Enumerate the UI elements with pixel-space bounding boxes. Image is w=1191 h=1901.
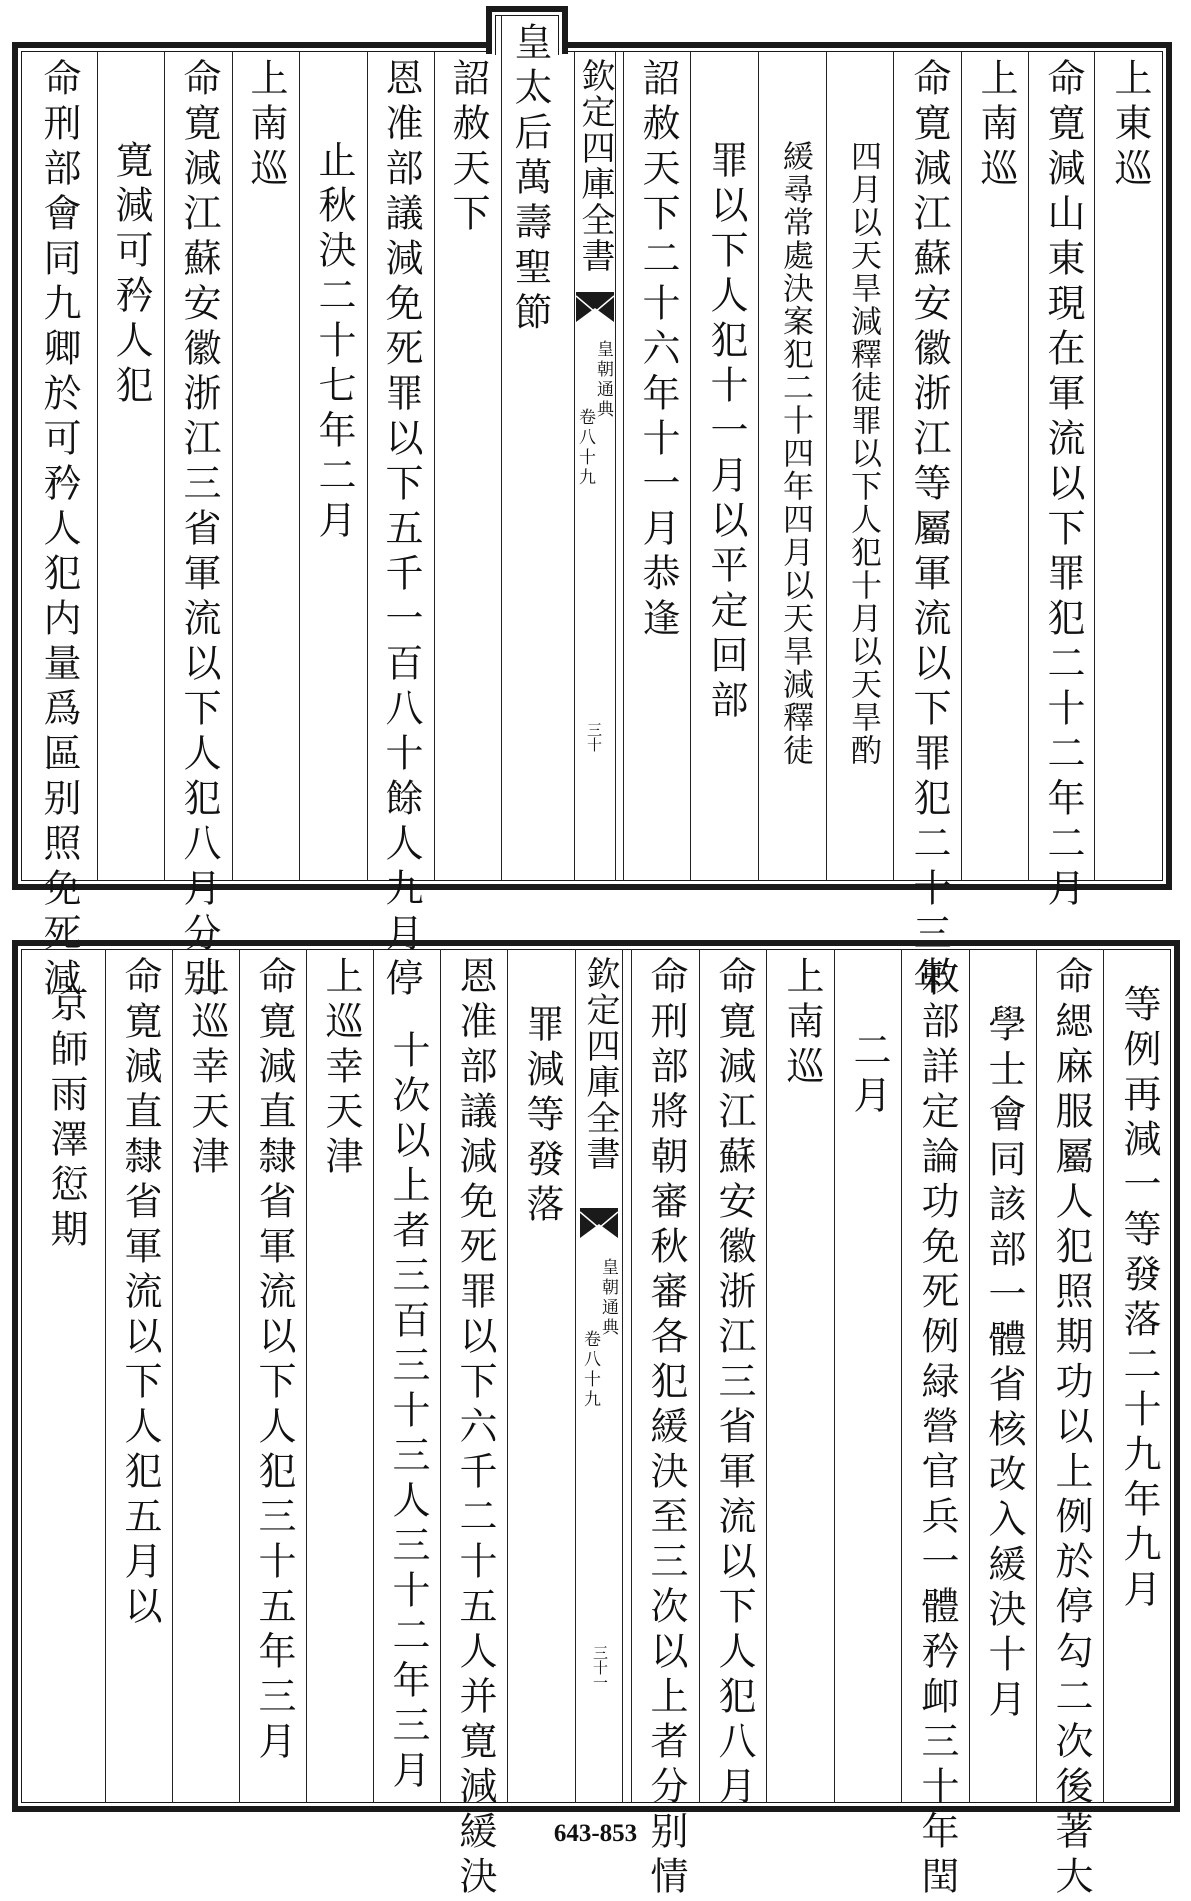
column-rule xyxy=(172,949,173,1803)
text-column: 詔赦天下 xyxy=(446,58,490,238)
text-column: 命寛減直隸省軍流以下人犯三十五年三月 xyxy=(252,956,296,1766)
column-rule xyxy=(623,51,624,881)
fishtail-ornament xyxy=(580,1208,618,1238)
column-rule xyxy=(758,51,759,881)
center-column-rule xyxy=(622,949,623,1803)
folio-number: 三十一 xyxy=(591,1645,609,1690)
text-column: 二月 xyxy=(847,1030,891,1120)
column-rule xyxy=(367,51,368,881)
volume-number: 卷八十九 xyxy=(575,408,595,488)
column-rule xyxy=(299,51,300,881)
text-column: 寛減可矜人犯 xyxy=(109,140,153,410)
raised-heading: 皇太后萬壽聖節 xyxy=(508,22,552,337)
text-column: 命刑部將朝審秋審各犯緩決至三次以上者分别情 xyxy=(644,956,688,1901)
text-column: 學士會同該部一體省核改入緩決十月 xyxy=(982,1004,1026,1724)
text-column: 上巡幸天津 xyxy=(185,956,229,1181)
column-rule xyxy=(969,949,970,1803)
fishtail-ornament xyxy=(576,292,614,322)
column-rule xyxy=(105,949,106,1803)
text-column: 恩准部議減免死罪以下六千二十五人并寛減緩決 xyxy=(453,956,497,1901)
text-column: 命寛減江蘇安徽浙江等屬軍流以下罪犯二十三年 xyxy=(907,58,951,1003)
column-rule xyxy=(1028,51,1029,881)
text-column: 命寛減直隸省軍流以下人犯五月以 xyxy=(118,956,162,1631)
page-reference-number: 643-853 xyxy=(553,1820,638,1847)
folio-number: 三十 xyxy=(585,722,603,752)
text-column: 上南巡 xyxy=(780,956,824,1091)
column-rule xyxy=(826,51,827,881)
text-column: 等例再減一等發落二十九年九月 xyxy=(1117,984,1161,1614)
column-rule xyxy=(1036,949,1037,1803)
text-column: 緩尋常處決案犯二十四年四月以天旱減釋徒 xyxy=(777,140,813,767)
column-rule xyxy=(306,949,307,1803)
text-column: 上南巡 xyxy=(244,58,288,193)
column-rule xyxy=(631,949,632,1803)
column-rule xyxy=(232,51,233,881)
text-column: 罪以下人犯十一月以平定回部 xyxy=(704,140,748,725)
column-rule xyxy=(961,51,962,881)
column-rule xyxy=(690,51,691,881)
text-column: 命寛減山東現在軍流以下罪犯二十二年二月 xyxy=(1041,58,1085,913)
column-rule xyxy=(1094,51,1095,881)
text-column: 命緦麻服屬人犯照期功以上例於停勾二次後著大 xyxy=(1049,956,1093,1901)
text-column: 命刑部會同九卿於可矜人犯内量爲區别照免死減 xyxy=(37,58,81,1003)
column-rule xyxy=(440,949,441,1803)
text-column: 京師雨澤愆期 xyxy=(44,984,88,1254)
text-column: 詔赦天下二十六年十一月恭逢 xyxy=(636,58,680,643)
column-rule xyxy=(834,949,835,1803)
text-column: 命寛減江蘇安徽浙江三省軍流以下人犯八月 xyxy=(712,956,756,1811)
text-column: 恩准部議減免死罪以下五千一百八十餘人九月停 xyxy=(379,58,423,1003)
column-rule xyxy=(893,51,894,881)
column-rule xyxy=(501,15,502,881)
text-column: 止秋決二十七年二月 xyxy=(312,140,356,545)
column-rule xyxy=(507,949,508,1803)
column-rule xyxy=(1103,949,1104,1803)
section-name: 皇朝通典 xyxy=(593,340,613,420)
column-rule xyxy=(373,949,374,1803)
text-column: 上南巡 xyxy=(974,58,1018,193)
center-column-rule xyxy=(575,949,576,1803)
book-title: 欽定四庫全書 xyxy=(575,58,615,274)
text-column: 四月以天旱減釋徒罪以下人犯十月以天旱酌 xyxy=(845,140,881,767)
column-rule xyxy=(164,51,165,881)
column-rule xyxy=(97,51,98,881)
text-column: 命寛減江蘇安徽浙江三省軍流以下人犯八月分别 xyxy=(177,58,221,1003)
text-column: 上巡幸天津 xyxy=(319,956,363,1181)
book-title: 欽定四庫全書 xyxy=(580,956,620,1172)
column-rule xyxy=(901,949,902,1803)
text-column: 上東巡 xyxy=(1108,58,1152,193)
section-name: 皇朝通典 xyxy=(598,1258,618,1338)
volume-number: 卷八十九 xyxy=(580,1330,600,1410)
column-rule xyxy=(434,51,435,881)
text-column: 敕部詳定論功免死例緑營官兵一體矜卹三十年閏 xyxy=(915,956,959,1901)
column-rule xyxy=(766,949,767,1803)
text-column: 罪減等發落 xyxy=(520,1004,564,1229)
text-column: 十次以上者三百三十三人三十二年三月 xyxy=(386,1030,430,1795)
column-rule xyxy=(239,949,240,1803)
column-rule xyxy=(699,949,700,1803)
